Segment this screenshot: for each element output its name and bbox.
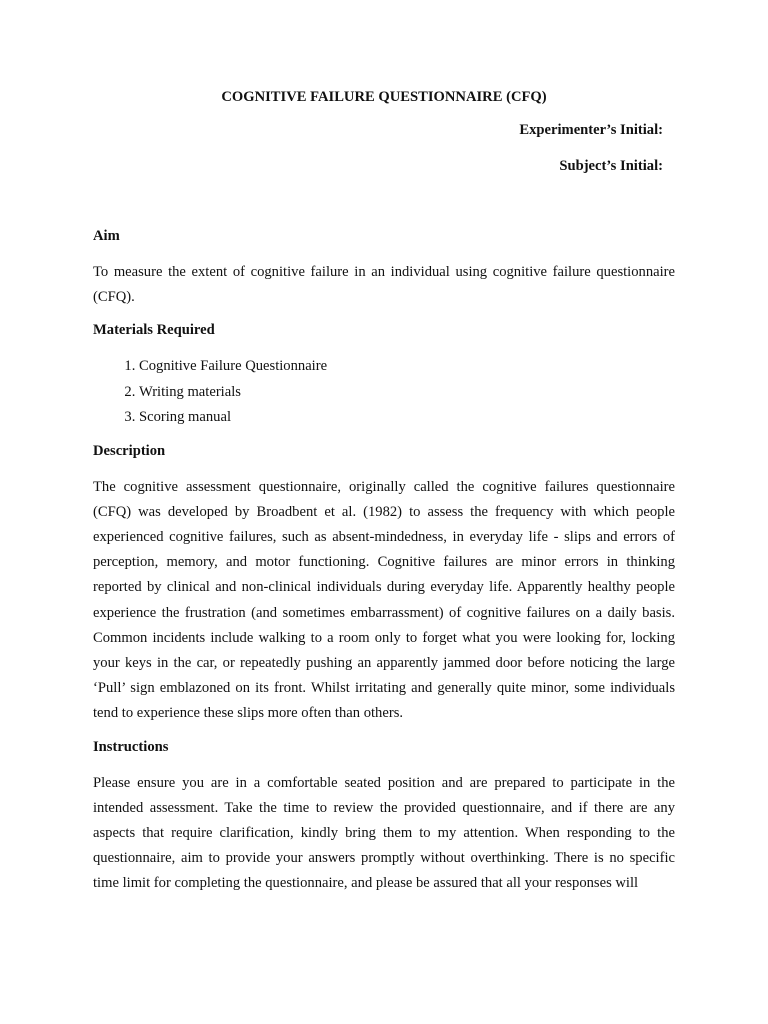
aim-section <box>93 226 675 310</box>
document-title: COGNITIVE FAILURE QUESTIONNAIRE (CFQ) <box>221 89 547 105</box>
document-page <box>93 0 675 1024</box>
aim-heading: Aim <box>93 228 120 244</box>
subject-initial-label: Subject’s Initial: <box>559 158 663 174</box>
instructions-heading: Instructions <box>93 738 169 755</box>
instructions-section <box>93 737 675 897</box>
document-body <box>93 226 675 897</box>
list-item: 2. Writing materials <box>139 380 675 405</box>
list-item: 1. Cognitive Failure Questionnaire <box>139 354 675 379</box>
instructions-text: Please ensure you are in a comfortable seated position and are prepared to participate in the intended assessment. Take the time to review the provided questionnaire, and if there are any aspects that require clarification, kindly bring them to my attention. When responding to the questionnaire, aim to provide your answers promptly without overthinking. There is no specific time limit for completing the questionnaire, and please be assured that all your responses will <box>93 774 675 892</box>
list-item: 3. Scoring manual <box>139 405 675 430</box>
aim-text: To measure the extent of cognitive failure in an individual using cognitive failure questionnaire (CFQ). <box>93 264 675 306</box>
description-section <box>93 441 675 727</box>
description-text: The cognitive assessment questionnaire, originally called the cognitive failures questionnaire (CFQ) was developed by Broadbent et al. (1982) to assess the frequency with which people experienced cognitive failures, such as absent-mindedness, in everyday life - slips and errors of perception, memory, and motor functioning. Cognitive failures are minor errors in thinking reported by clinical and non-clinical individuals during everyday life. Apparently healthy people experience the frustration (and sometimes embarrassment) of cognitive failures on a daily basis. Common incidents include walking to a room only to forget what you were looking for, locking your keys in the car, or repeatedly pushing an apparently jammed door before noticing the large ‘Pull’ sign emblazoned on its front. Whilst irritating and generally quite minor, some individuals tend to experience these slips more often than others. <box>93 478 675 722</box>
materials-section <box>93 320 675 430</box>
materials-heading: Materials Required <box>93 322 215 339</box>
materials-list <box>93 354 675 430</box>
description-heading: Description <box>93 442 166 459</box>
experimenter-initial-label: Experimenter’s Initial: <box>519 122 663 138</box>
